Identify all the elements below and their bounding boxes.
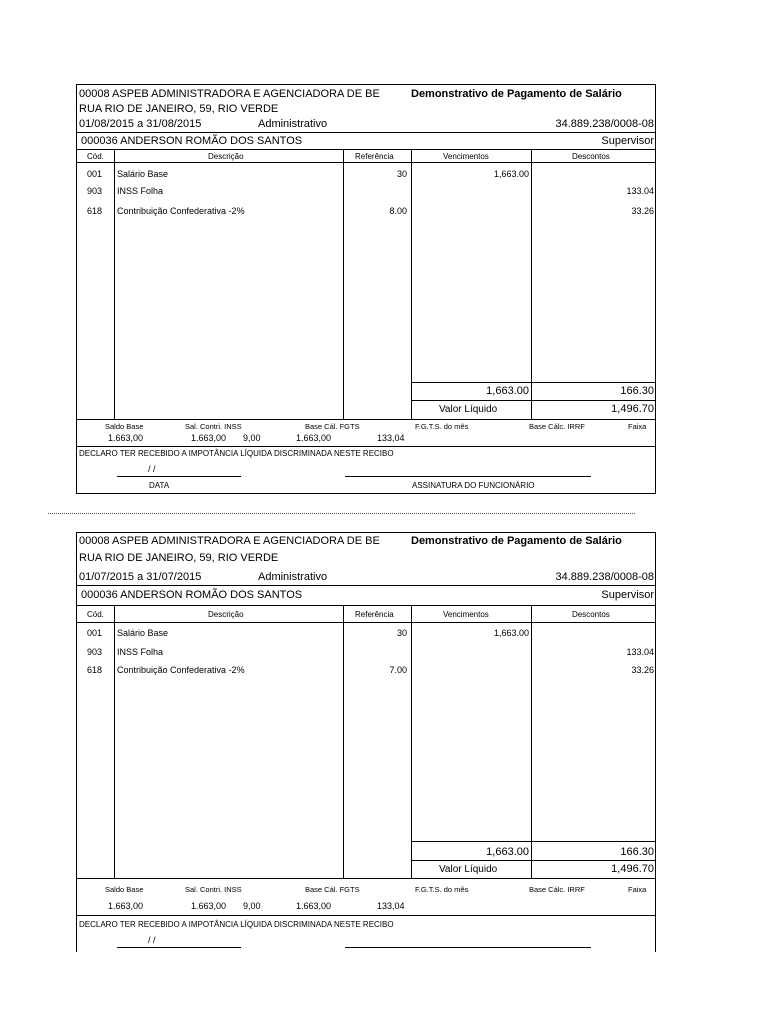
divider: [77, 149, 655, 150]
pay-period: 01/08/2015 a 31/08/2015: [79, 118, 202, 130]
company-cnpj: 34.889.238/0008-08: [555, 118, 654, 130]
inss-rate-value: 9,00: [243, 433, 261, 443]
item-code: 903: [87, 647, 103, 657]
fgts-base-label: Base Cál. FGTS: [305, 885, 360, 894]
total-earnings: 1,663.00: [486, 385, 529, 397]
inss-base-value: 1.663,00: [191, 433, 227, 443]
header-reference: Referência: [355, 152, 394, 161]
item-code: 618: [87, 665, 103, 675]
header-earnings: Vencimentos: [443, 610, 489, 619]
date-label: DATA: [149, 481, 170, 490]
company-cnpj: 34.889.238/0008-08: [555, 571, 654, 583]
divider: [77, 419, 655, 420]
header-earnings: Vencimentos: [443, 152, 489, 161]
net-pay-value: 1,496.70: [611, 403, 654, 415]
employee-name: 000036 ANDERSON ROMÃO DOS SANTOS: [81, 135, 303, 147]
header-cod: Cód.: [87, 610, 104, 619]
employee-name: 000036 ANDERSON ROMÃO DOS SANTOS: [81, 589, 303, 601]
saldo-base-value: 1.663,00: [108, 433, 144, 443]
saldo-base-label: Saldo Base: [105, 422, 144, 431]
company-address: RUA RIO DE JANEIRO, 59, RIO VERDE: [79, 552, 279, 564]
divider: [77, 605, 655, 606]
signature-line: [345, 947, 591, 948]
department: Administrativo: [258, 118, 328, 130]
item-description: Contribuição Confederativa -2%: [117, 206, 245, 216]
item-deduction: 133.04: [626, 647, 654, 657]
fgts-base-label: Base Cál. FGTS: [305, 422, 360, 431]
column-line: [114, 605, 115, 878]
column-line: [343, 605, 344, 878]
item-earning: 1,663.00: [493, 169, 529, 179]
item-description: INSS Folha: [117, 186, 164, 196]
fgts-month-label: F.G.T.S. do mês: [415, 885, 469, 894]
net-pay-label: Valor Líquido: [439, 864, 498, 875]
item-reference: 30: [396, 169, 407, 179]
divider: [77, 132, 655, 133]
total-earnings: 1,663.00: [486, 846, 529, 858]
total-deductions: 166.30: [620, 385, 654, 397]
department: Administrativo: [258, 571, 328, 583]
divider: [77, 915, 655, 916]
employee-role: Supervisor: [601, 135, 654, 147]
item-description: Contribuição Confederativa -2%: [117, 665, 245, 675]
document-title: Demonstrativo de Pagamento de Salário: [411, 88, 622, 100]
receipt-declaration: DECLARO TER RECEBIDO A IMPOTÂNCIA LÍQUIDA DISCRIMINADA NESTE RECIBO: [79, 449, 394, 458]
item-deduction: 133.04: [626, 186, 654, 196]
item-earning: 1,663.00: [493, 628, 529, 638]
inss-rate-value: 9,00: [243, 901, 261, 911]
item-code: 618: [87, 206, 103, 216]
inss-base-label: Sal. Contri. INSS: [185, 422, 242, 431]
item-reference: 30: [396, 628, 407, 638]
item-code: 001: [87, 169, 103, 179]
item-description: Salário Base: [117, 169, 169, 179]
divider: [77, 622, 655, 623]
divider: [411, 841, 655, 842]
fgts-month-label: F.G.T.S. do mês: [415, 422, 469, 431]
total-deductions: 166.30: [620, 846, 654, 858]
column-line: [531, 605, 532, 878]
date-slashes: / /: [148, 935, 156, 945]
net-pay-label: Valor Líquido: [439, 404, 498, 415]
signature-line: [345, 476, 591, 477]
item-deduction: 33.26: [631, 206, 654, 216]
date-line: [117, 947, 241, 948]
company-name: 00008 ASPEB ADMINISTRADORA E AGENCIADORA DE BE: [79, 535, 380, 547]
divider: [77, 585, 655, 586]
irrf-bracket-label: Faixa: [628, 885, 647, 894]
company-name: 00008 ASPEB ADMINISTRADORA E AGENCIADORA DE BE: [79, 88, 380, 100]
header-reference: Referência: [355, 610, 394, 619]
item-description: Salário Base: [117, 628, 169, 638]
payslip: [76, 532, 656, 952]
column-line: [343, 149, 344, 419]
inss-base-label: Sal. Contri. INSS: [185, 885, 242, 894]
cut-line: [48, 513, 635, 514]
fgts-month-value: 133,04: [377, 433, 405, 443]
divider: [411, 382, 655, 383]
employee-role: Supervisor: [601, 589, 654, 601]
divider: [77, 878, 655, 879]
signature-label: ASSINATURA DO FUNCIONÁRIO: [412, 481, 535, 490]
divider: [77, 446, 655, 447]
column-line: [114, 149, 115, 419]
header-description: Descrição: [208, 152, 244, 161]
irrf-base-label: Base Cálc. IRRF: [529, 422, 585, 431]
date-line: [117, 476, 241, 477]
fgts-base-value: 1.663,00: [296, 433, 332, 443]
inss-base-value: 1.663,00: [191, 901, 227, 911]
item-code: 903: [87, 186, 103, 196]
header-deductions: Descontos: [572, 152, 610, 161]
irrf-base-label: Base Cálc. IRRF: [529, 885, 585, 894]
company-address: RUA RIO DE JANEIRO, 59, RIO VERDE: [79, 103, 279, 115]
divider: [411, 860, 655, 861]
document-title: Demonstrativo de Pagamento de Salário: [411, 535, 622, 547]
item-reference: 8.00: [389, 206, 407, 216]
column-line: [531, 149, 532, 419]
divider: [77, 162, 655, 163]
saldo-base-label: Saldo Base: [105, 885, 144, 894]
header-cod: Cód.: [87, 152, 104, 161]
date-slashes: / /: [148, 464, 156, 474]
header-deductions: Descontos: [572, 610, 610, 619]
pay-period: 01/07/2015 a 31/07/2015: [79, 571, 202, 583]
net-pay-value: 1,496.70: [611, 863, 654, 875]
irrf-bracket-label: Faixa: [628, 422, 647, 431]
header-description: Descrição: [208, 610, 244, 619]
divider: [411, 400, 655, 401]
payslip: [76, 84, 656, 494]
item-code: 001: [87, 628, 103, 638]
fgts-base-value: 1.663,00: [296, 901, 332, 911]
fgts-month-value: 133,04: [377, 901, 405, 911]
receipt-declaration: DECLARO TER RECEBIDO A IMPOTÂNCIA LÍQUIDA DISCRIMINADA NESTE RECIBO: [79, 920, 394, 929]
item-deduction: 33.26: [631, 665, 654, 675]
column-line: [411, 149, 412, 419]
item-reference: 7.00: [389, 665, 407, 675]
item-description: INSS Folha: [117, 647, 164, 657]
saldo-base-value: 1.663,00: [108, 901, 144, 911]
column-line: [411, 605, 412, 878]
